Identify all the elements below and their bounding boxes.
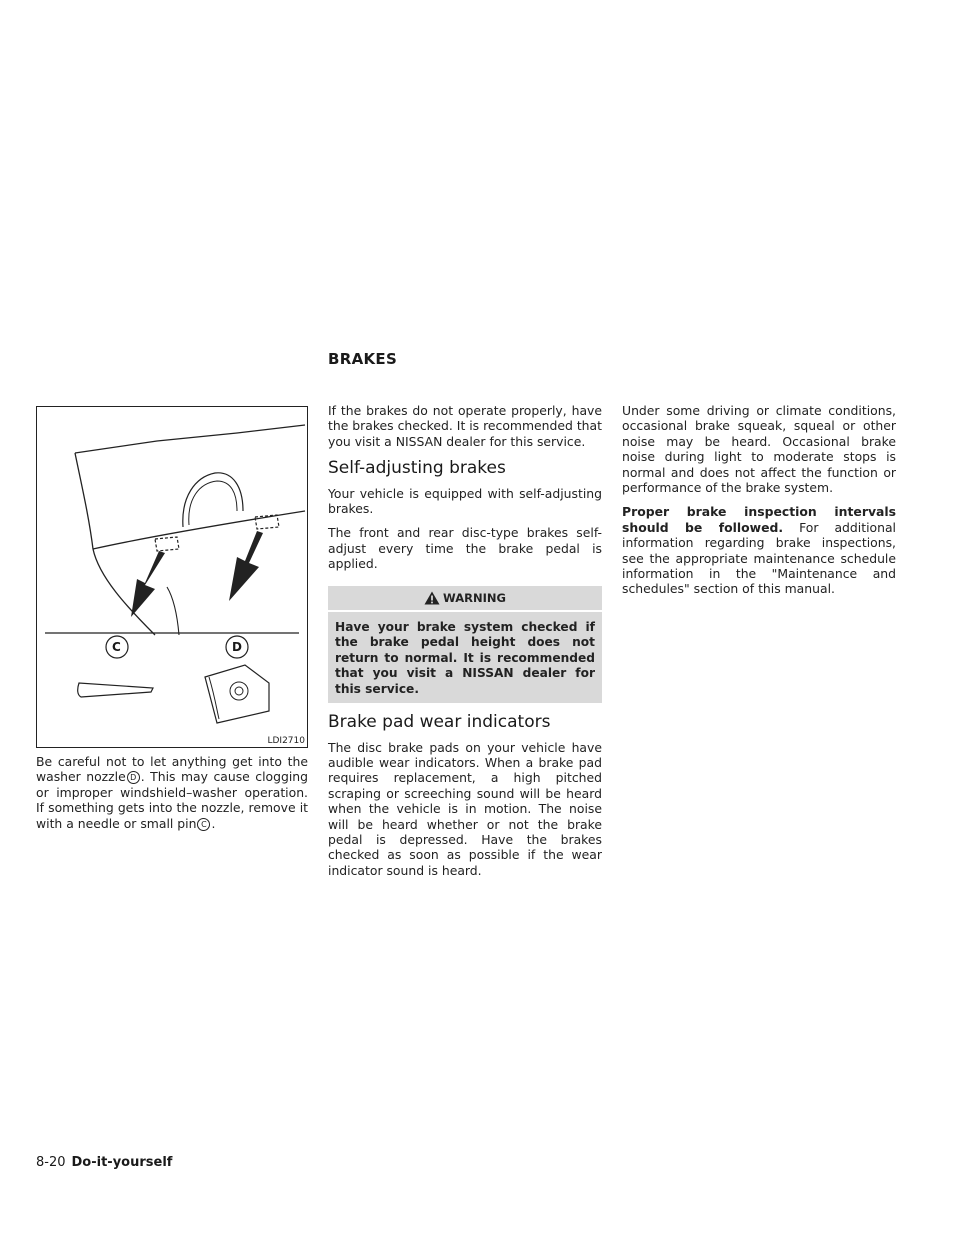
column-left bbox=[36, 754, 308, 840]
self-adjusting-p2: The front and rear disc-type brakes self-adjust every time the brake pedal is applied. bbox=[328, 525, 602, 572]
callout-c-label: C bbox=[112, 640, 121, 654]
nozzle-text-a: Be careful not to let anything get into the washer nozzle bbox=[36, 754, 308, 785]
self-adjusting-p1: Your vehicle is equipped with self-adjusting brakes. bbox=[328, 485, 602, 517]
heading-pad-wear: Brake pad wear indicators bbox=[328, 712, 551, 733]
heading-self-adjusting: Self-adjusting brakes bbox=[328, 458, 506, 479]
callout-d-inline: D bbox=[127, 771, 140, 784]
inspection-paragraph bbox=[622, 504, 896, 596]
section-title: BRAKES bbox=[328, 350, 398, 368]
warning-triangle-icon bbox=[424, 591, 440, 605]
nozzle-paragraph bbox=[36, 754, 308, 831]
page-number: 8-20 bbox=[36, 1155, 66, 1170]
brake-noise-paragraph: Under some driving or climate conditions, occasional brake squeak, squeal or other noise may be heard. Occasional brake noise during light to moderate stops is normal and does not affect the function or performance of the brake system. bbox=[622, 403, 896, 496]
nozzle-text-c: . bbox=[211, 815, 216, 831]
callout-c-inline: C bbox=[197, 818, 210, 831]
warning-box bbox=[328, 586, 602, 703]
column-middle bbox=[328, 403, 602, 887]
pad-wear-p1: The disc brake pads on your vehicle have audible wear indicators. When a brake pad requires replacement, a high pitched scraping or screeching sound will be heard when the vehicle is in motion. The noise will be heard whether or not the brake pedal is depressed. Have the brakes checked as soon as possible if the wear indicator sound is heard. bbox=[328, 739, 602, 878]
warning-text: Have your brake system checked if the brake pedal height does not return to normal. It is recommended that you visit a NISSAN dealer for this service. bbox=[335, 620, 595, 696]
page-footer bbox=[36, 1155, 172, 1170]
column-right bbox=[622, 403, 896, 606]
warning-label: WARNING bbox=[443, 590, 506, 605]
figure-code: LDI2710 bbox=[267, 736, 305, 746]
washer-nozzle-illustration bbox=[37, 407, 307, 747]
chapter-name: Do-it-yourself bbox=[71, 1155, 173, 1170]
callout-d-label: D bbox=[232, 640, 242, 654]
inspection-rest: For additional information regarding brake inspections, see the appropriate maintenance schedule information in the "Maintenance and schedules" section of this manual. bbox=[622, 519, 896, 597]
brakes-intro: If the brakes do not operate properly, have the brakes checked. It is recommended that you visit a NISSAN dealer for this service. bbox=[328, 403, 602, 449]
nozzle-text-b: . This may cause clogging or improper windshield–washer operation. If something gets into the nozzle, remove it with a needle or small pin bbox=[36, 769, 308, 831]
washer-nozzle-figure bbox=[36, 406, 308, 748]
inspection-bold: Proper brake inspection intervals should be followed. bbox=[622, 504, 896, 535]
warning-header bbox=[328, 586, 602, 612]
